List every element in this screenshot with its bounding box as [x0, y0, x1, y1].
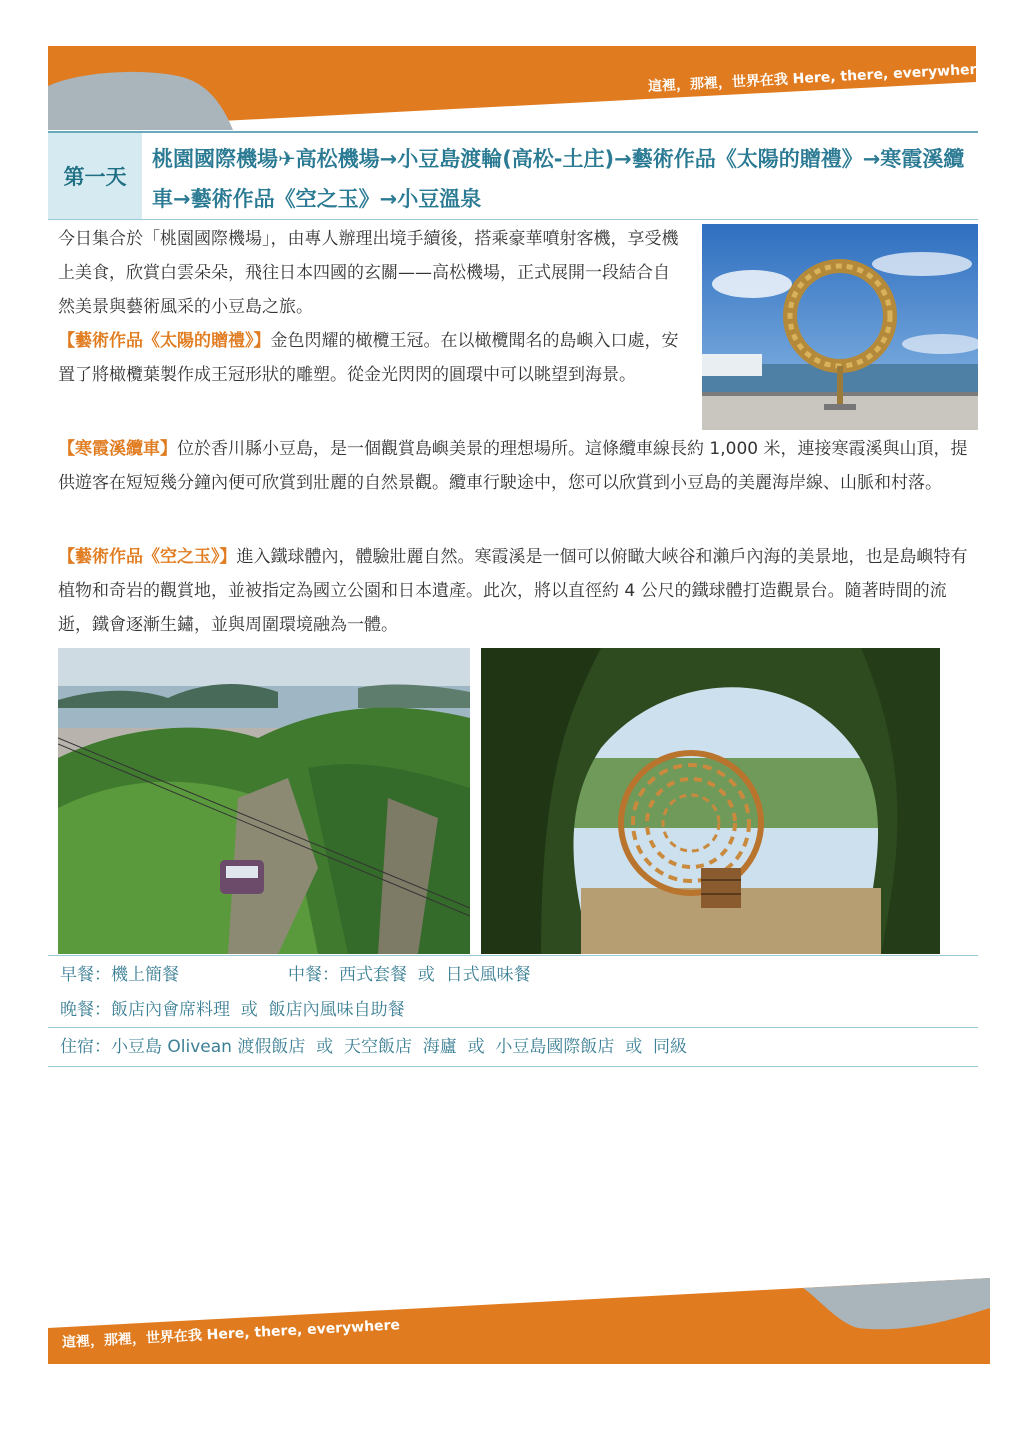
- header-slogan: 這裡，那裡，世界在我 Here, there, everywhere: [647, 61, 987, 95]
- meal-lunch: 中餐：西式套餐 或 日式風味餐: [288, 965, 531, 985]
- gift-heading: 【藝術作品《太陽的贈禮》】: [58, 331, 271, 351]
- ropeway-text: 位於香川縣小豆島，是一個觀賞島嶼美景的理想場所。這條纜車線長約 1,000 米，連接寒霞溪與山頂，提供遊客在短短幾分鐘內便可欣賞到壯麗的自然景觀。纜車行駛途中，您可以欣賞到小豆島的美麗海岸線、山脈和村落。: [58, 439, 968, 493]
- header-shape: [48, 46, 976, 130]
- intro-paragraph: [58, 222, 683, 392]
- sphere-text: 進入鐵球體內，體驗壯麗自然。寒霞溪是一個可以俯瞰大峽谷和瀨戶內海的美景地，也是島嶼特有植物和奇岩的觀賞地，並被指定為國立公園和日本遺產。此次，將以直徑約 4 公尺的鐵球體打造觀景台。隨著時間的流逝，鐵會逐漸生鏽，並與周圍環境融為一體。: [58, 547, 968, 635]
- intro-text: 今日集合於「桃園國際機場」，由專人辦理出境手續後，搭乘豪華噴射客機，享受機上美食，欣賞白雲朵朵，飛往日本四國的玄關——高松機場，正式展開一段結合自然美景與藝術風采的小豆島之旅。: [58, 229, 679, 317]
- photo-sky-sphere-sculpture: [481, 648, 940, 954]
- meal-divider-bottom: [48, 1066, 978, 1067]
- hotel-info: 住宿：小豆島 Olivean 渡假飯店 或 天空飯店 海廬 或 小豆島國際飯店 或 同級: [60, 1037, 687, 1057]
- ropeway-heading: 【寒霞溪纜車】: [58, 439, 177, 459]
- header-banner: [48, 46, 987, 130]
- meal-divider-top: [48, 955, 978, 956]
- meal-divider-middle: [48, 1027, 978, 1028]
- footer-shape: [48, 1278, 990, 1364]
- sphere-heading: 【藝術作品《空之玉》】: [58, 547, 237, 567]
- meal-dinner: 晚餐：飯店內會席料理 或 飯店內風味自助餐: [60, 1000, 405, 1020]
- gift-text: 金色閃耀的橄欖王冠。在以橄欖聞名的島嶼入口處，安置了將橄欖葉製作成王冠形狀的雕塑。從金光閃閃的圓環中可以眺望到海景。: [58, 331, 679, 385]
- day-title-row: [48, 131, 978, 220]
- ropeway-paragraph: [58, 432, 973, 500]
- meal-breakfast: 早餐：機上簡餐: [60, 965, 179, 985]
- photo-sun-gift-sculpture: [702, 224, 978, 430]
- footer-banner: [48, 1278, 990, 1364]
- sphere-paragraph: [58, 540, 973, 642]
- footer-slogan: 這裡，那裡，世界在我 Here, there, everywhere: [61, 1317, 401, 1351]
- day-label: 第一天: [48, 133, 142, 219]
- day-route-title: 桃園國際機場✈高松機場→小豆島渡輪(高松-土庄)→藝術作品《太陽的贈禮》→寒霞溪纜車→藝術作品《空之玉》→小豆溫泉: [152, 147, 965, 211]
- photo-kankakei-ropeway: [58, 648, 470, 954]
